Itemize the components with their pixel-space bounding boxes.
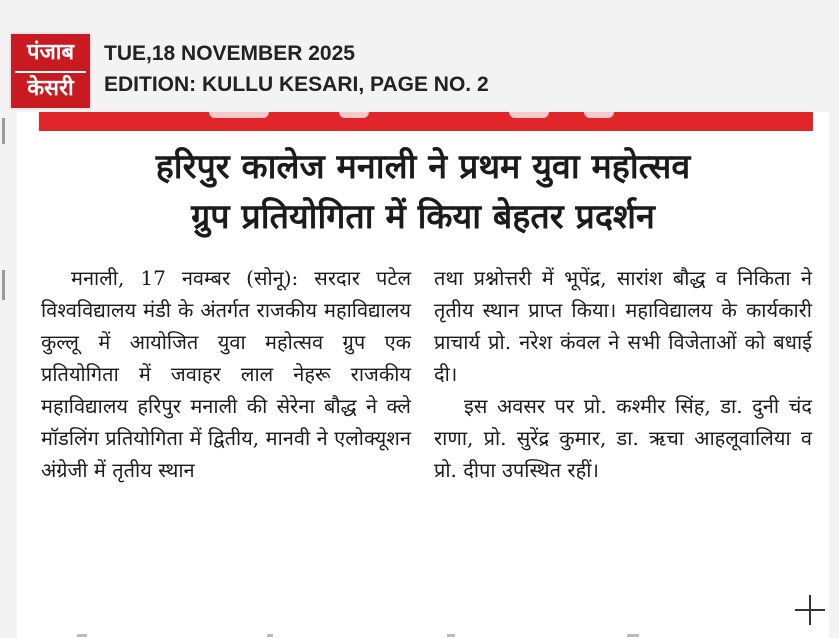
- logo-line-2: केसरी: [27, 76, 74, 101]
- punjab-kesari-logo: [9, 32, 92, 110]
- red-banner-strip: [39, 112, 813, 131]
- banner-text-remnant: [509, 112, 549, 118]
- scan-edge-mark: [2, 270, 5, 300]
- clipping-header: [0, 0, 839, 112]
- headline-line-1: हरिपुर कालेज मनाली ने प्रथम युवा महोत्सव: [155, 147, 691, 187]
- banner-text-remnant: [584, 112, 614, 118]
- article-paragraph: तथा प्रश्नोत्तरी में भूपेंद्र, सारांश बौद्ध व निकिता ने तृतीय स्थान प्राप्त किया। महाविद्यालय के कार्यकारी प्राचार्य प्रो. नरेश कंवल ने सभी विजेताओं को बधाई दी।: [434, 266, 812, 386]
- headline-line-2: ग्रुप प्रतियोगिता में किया बेहतर प्रदर्शन: [191, 197, 655, 237]
- banner-text-remnant: [339, 112, 369, 118]
- edition-info: [104, 38, 489, 100]
- article-column-right: [434, 262, 812, 486]
- scan-edge-marks: [17, 632, 829, 638]
- article-paragraph: इस अवसर पर प्रो. कश्मीर सिंह, डा. दुनी चंद राणा, प्रो. सुरेंद्र कुमार, डा. ऋचा आहलूवालिया व प्रो. दीपा उपस्थित रहीं।: [434, 394, 812, 482]
- news-clipping: [17, 112, 829, 638]
- article-column-left: [41, 262, 411, 486]
- crosshair-icon: [795, 595, 825, 625]
- edition-page: EDITION: KULLU KESARI, PAGE NO. 2: [104, 73, 489, 96]
- publication-date: TUE,18 NOVEMBER 2025: [104, 42, 355, 65]
- scan-edge-mark: [2, 118, 5, 144]
- article-paragraph: मनाली, 17 नवम्बर (सोनू): सरदार पटेल विश्वविद्यालय मंडी के अंतर्गत राजकीय महाविद्यालय कुल्लू में आयोजित युवा महोत्सव ग्रुप एक प्रतियोगिता में जवाहर लाल नेहरू राजकीय महाविद्यालय हरिपुर मनाली की सेरेना बौद्ध ने क्ले मॉडलिंग प्रतियोगिता में द्वितीय, मानवी ने एलोक्यूशन अंग्रेजी में तृतीय स्थान: [41, 266, 411, 482]
- logo-divider: [15, 71, 86, 73]
- article-headline: [17, 142, 829, 242]
- banner-text-remnant: [209, 112, 269, 118]
- logo-line-1: पंजाब: [26, 40, 75, 65]
